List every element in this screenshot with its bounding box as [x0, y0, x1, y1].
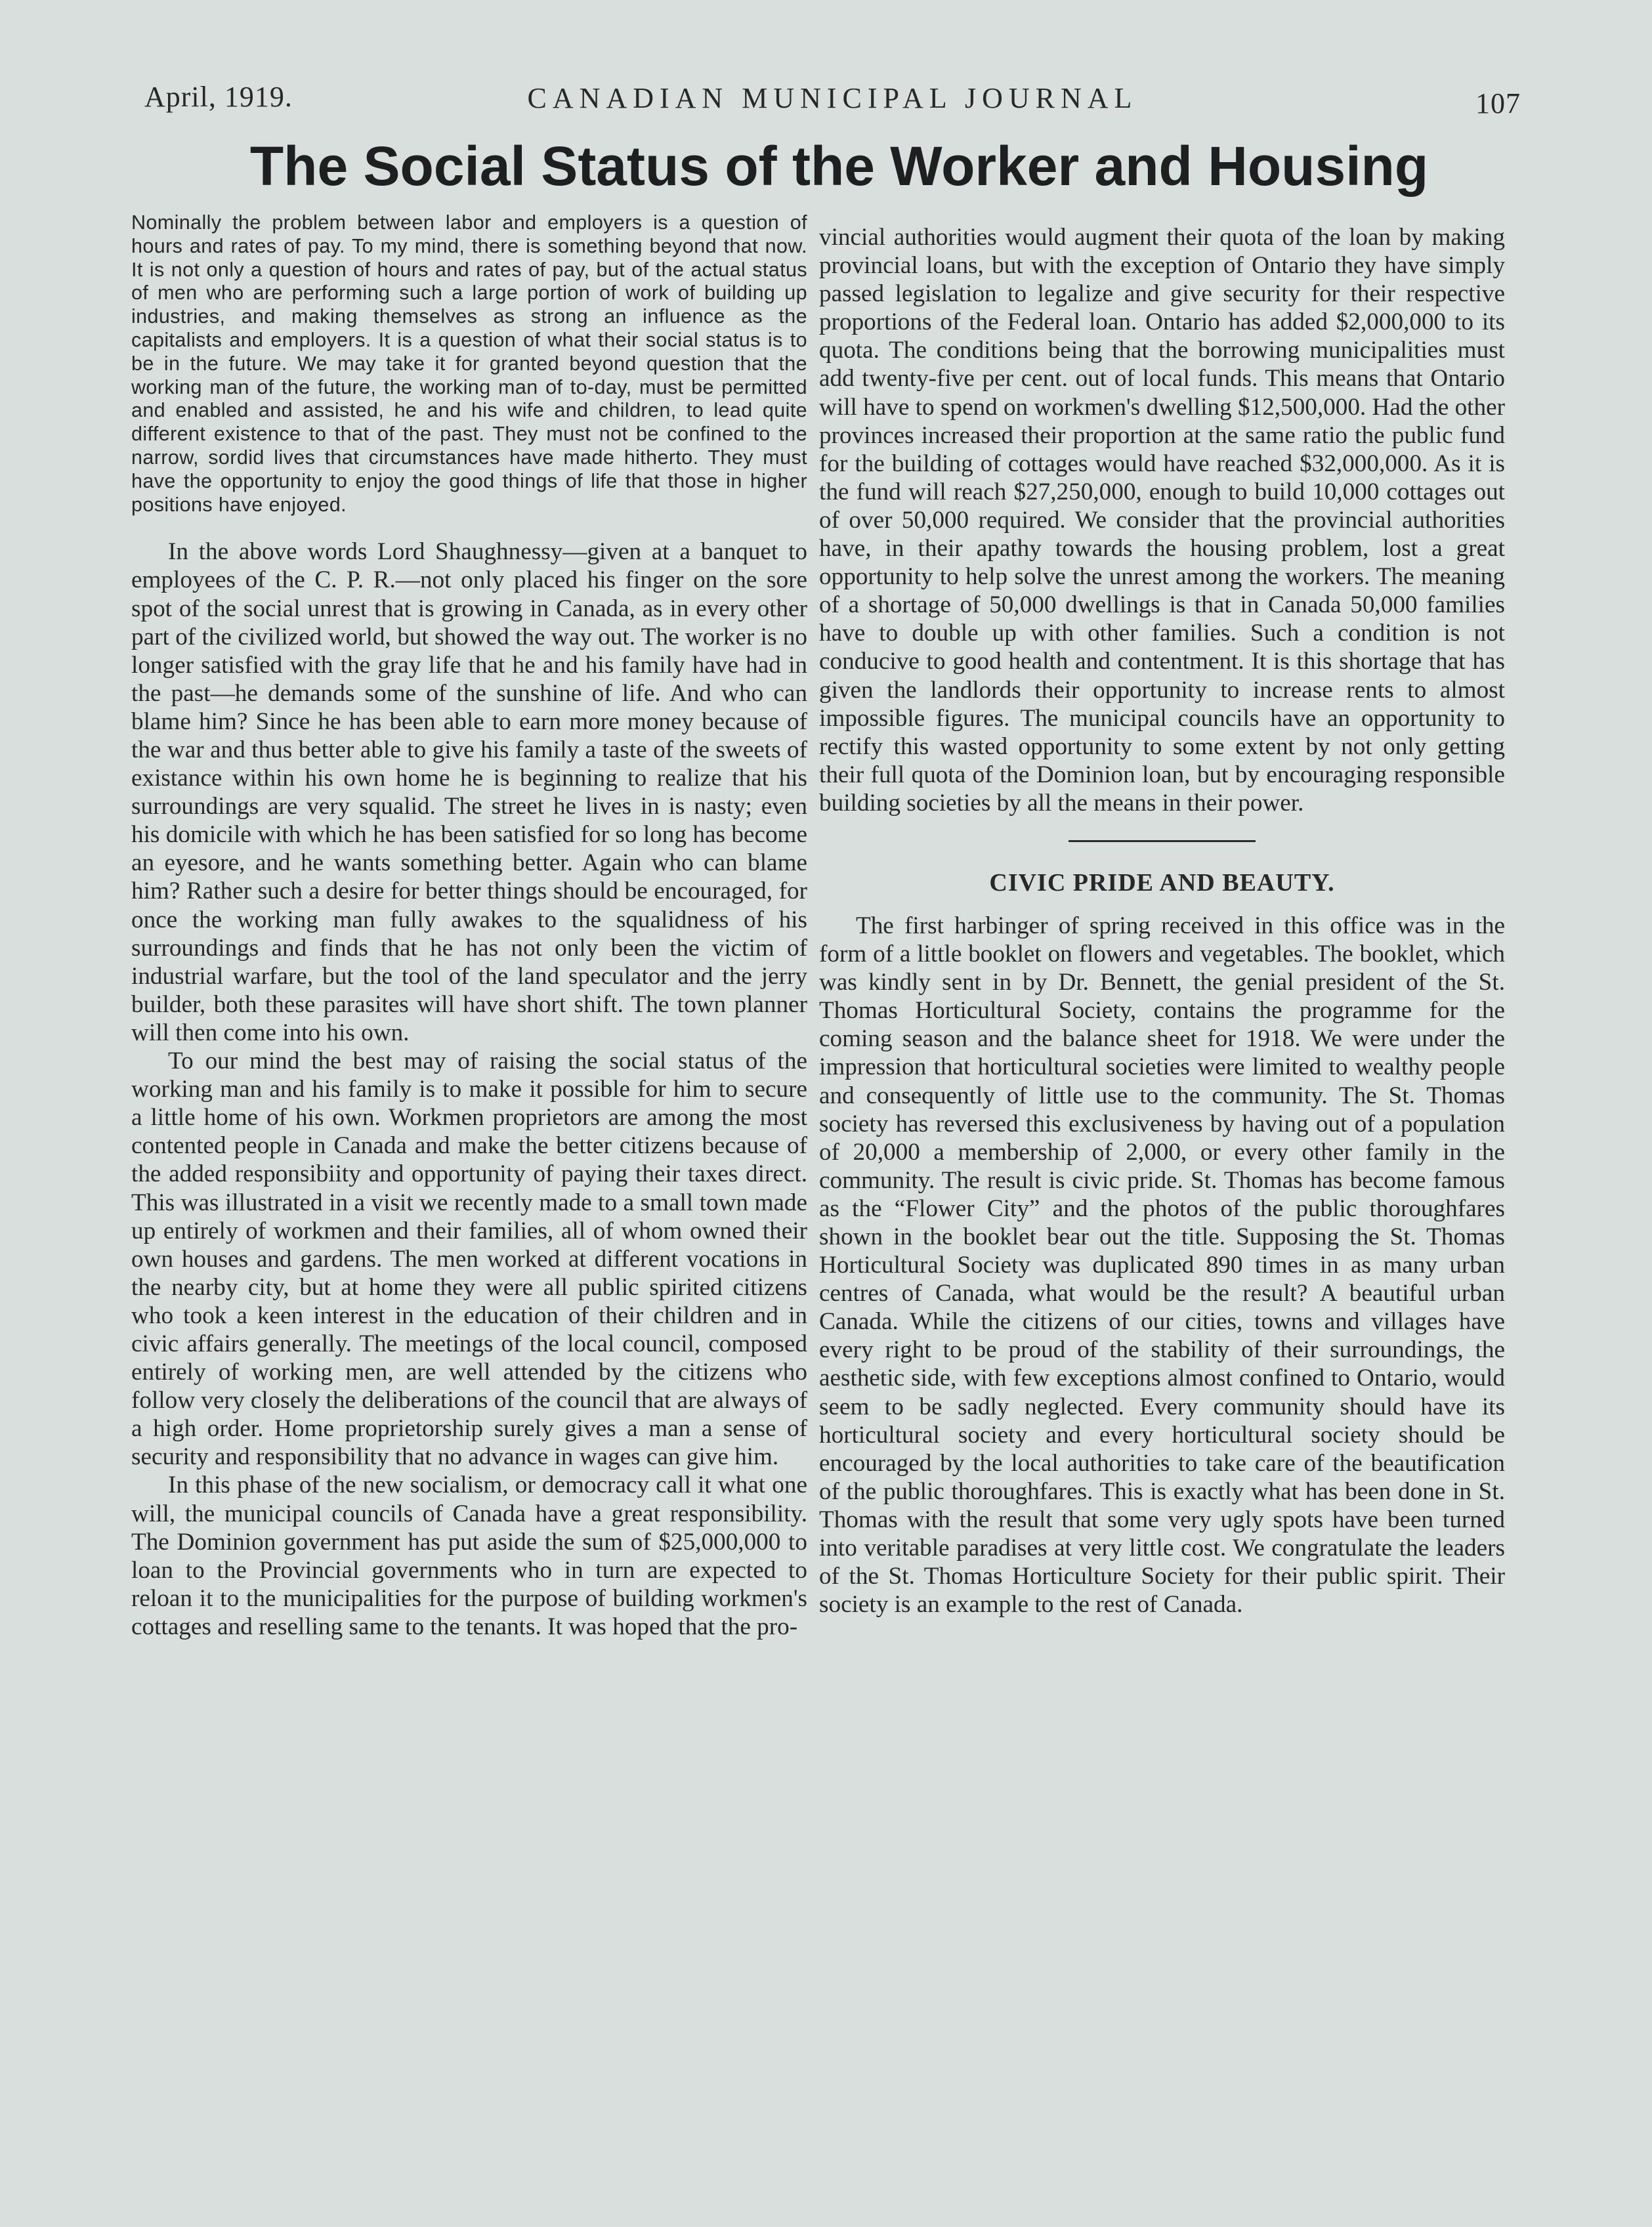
page-number: 107	[1475, 87, 1521, 119]
section-paragraph: The first harbinger of spring received in this office was in the form of a little booklet on flowers and vegetables. The booklet, which was kindly sent in by Dr. Bennett, the genial president of the St. Thomas Horticultural Society, contains the programme for the coming season and the balance sheet for 1918. We were under the impression that horticultural societies were limited to wealthy people and consequently of little use to the community. The St. Thomas society has reversed this exclusiveness by having out of a population of 20,000 a membership of 2,000, or every other family in the community. The result is civic pride. St. Thomas has become famous as the “Flower City” and the photos of the public thoroughfares shown in the booklet bear out the title. Supposing the St. Thomas Horticultural Society was duplicated 890 times in as many urban centres of Canada, what would be the result? A beautiful urban Canada. While the citizens of our cities, towns and villages have every right to be proud of the stability of their surroundings, the aesthetic side, with few exceptions almost confined to Ontario, would seem to be sadly neglected. Every community should have its horticultural society and every horticultural society should be encouraged by the local authorities to take care of the beautification of the public thoroughfares. This is exactly what has been done in St. Thomas with the result that some very ugly spots have been turned into veritable paradises at very little cost. We congratulate the leaders of the St. Thomas Horticulture Society for their public spirit. Their society is an example to the rest of Canada.	[819, 912, 1505, 1619]
left-column	[131, 211, 807, 1641]
section-body	[819, 912, 1505, 1619]
article-intro-quote: Nominally the problem between labor and employers is a question of hours and rates of pay. To my mind, there is something beyond that now. It is not only a question of hours and rates of pay, but of the actual status of men who are performing such a large portion of work of building up industries, and making themselves as strong an influence as the capitalists and employers. It is a question of what their social status is to be in the future. We may take it for granted beyond question that the working man of the future, the working man of to-day, must be permitted and enabled and assisted, he and his wife and children, to lead quite different existence to that of the past. They must not be confined to the narrow, sordid lives that circumstances have made hitherto. They must have the opportunity to enjoy the good things of life that those in higher positions have enjoyed.	[131, 211, 807, 516]
article-paragraph-continued: vincial authorities would augment their quota of the loan by making provincial loans, but with the exception of Ontario they have simply passed legislation to legalize and give security for their respective proportions of the Federal loan. Ontario has added $2,000,000 to its quota. The conditions being that the borrowing municipalities must add twenty-five per cent. out of local funds. This means that Ontario will have to spend on workmen's dwelling $12,500,000. Had the other provinces increased their proportion at the same ratio the public fund for the building of cottages would have reached $32,000,000. As it is the fund will reach $27,250,000, enough to build 10,000 cottages out of over 50,000 required. We consider that the provincial authorities have, in their apathy towards the housing problem, lost a great opportunity to help solve the unrest among the workers. The meaning of a shortage of 50,000 dwellings is that in Canada 50,000 families have to double up with other families. Such a condition is not conducive to good health and contentment. It is this shortage that has given the landlords their opportunity to increase rents to almost impossible figures. The municipal councils have an opportunity to rectify this wasted opportunity to some extent by not only getting their full quota of the Dominion loan, but by encouraging responsible building societies by all the means in their power.	[819, 224, 1505, 817]
article-paragraph: To our mind the best may of raising the social status of the working man and his family is to make it possible for him to secure a little home of his own. Workmen proprietors are among the most contented people in Canada and make the better citizens because of the added responsibiity and opportunity of paying their taxes direct. This was illustrated in a visit we recently made to a small town made up entirely of workmen and their families, all of whom owned their own houses and gardens. The men worked at different vocations in the nearby city, but at home they were all public spirited citizens who took a keen interest in the education of their children and in civic affairs generally. The meetings of the local council, composed entirely of working men, are well attended by the citizens who follow very closely the deliberations of the council that are always of a high order. Home proprietorship surely gives a man a sense of security and responsibility that no advance in wages can give him.	[131, 1048, 807, 1471]
article-body-right	[819, 223, 1505, 817]
running-head	[144, 77, 1521, 123]
journal-name: CANADIAN MUNICIPAL JOURNAL	[527, 82, 1138, 114]
article-paragraph: In the above words Lord Shaughnessy—given at a banquet to employees of the C. P. R.—not only placed his finger on the sore spot of the social unrest that is growing in Canada, as in every other part of the civilized world, but showed the way out. The worker is no longer satisfied with the gray life that he and his family have had in the past—he demands some of the sunshine of life. And who can blame him? Since he has been able to earn more money because of the war and thus better able to give his family a taste of the sweets of existance within his own home he is beginning to realize that his surroundings are very squalid. The street he lives in is nasty; even his domicile with which he has been satisfied for so long has become an eyesore, and he wants something better. Again who can blame him? Rather such a desire for better things should be encouraged, for once the working man fully awakes to the squalidness of his surroundings and finds that he has not only been the victim of industrial warfare, but the tool of the land speculator and the jerry builder, both these parasites will have short shift. The town planner will then come into his own.	[131, 538, 807, 1046]
article-title: The Social Status of the Worker and Housing	[249, 135, 1429, 197]
article-body-left	[131, 538, 807, 1641]
article-paragraph: In this phase of the new socialism, or democracy call it what one will, the municipal councils of Canada have a great responsibility. The Dominion government has put aside the sum of $25,000,000 to loan to the Provincial governments who in turn are expected to reloan it to the municipalities for the purpose of building workmen's cottages and reselling same to the tenants. It was hoped that the pro-	[131, 1472, 807, 1640]
section-heading: CIVIC PRIDE AND BEAUTY.	[989, 868, 1335, 897]
right-column	[819, 223, 1505, 1619]
section-divider	[1069, 840, 1256, 842]
issue-date: April, 1919.	[144, 81, 293, 113]
